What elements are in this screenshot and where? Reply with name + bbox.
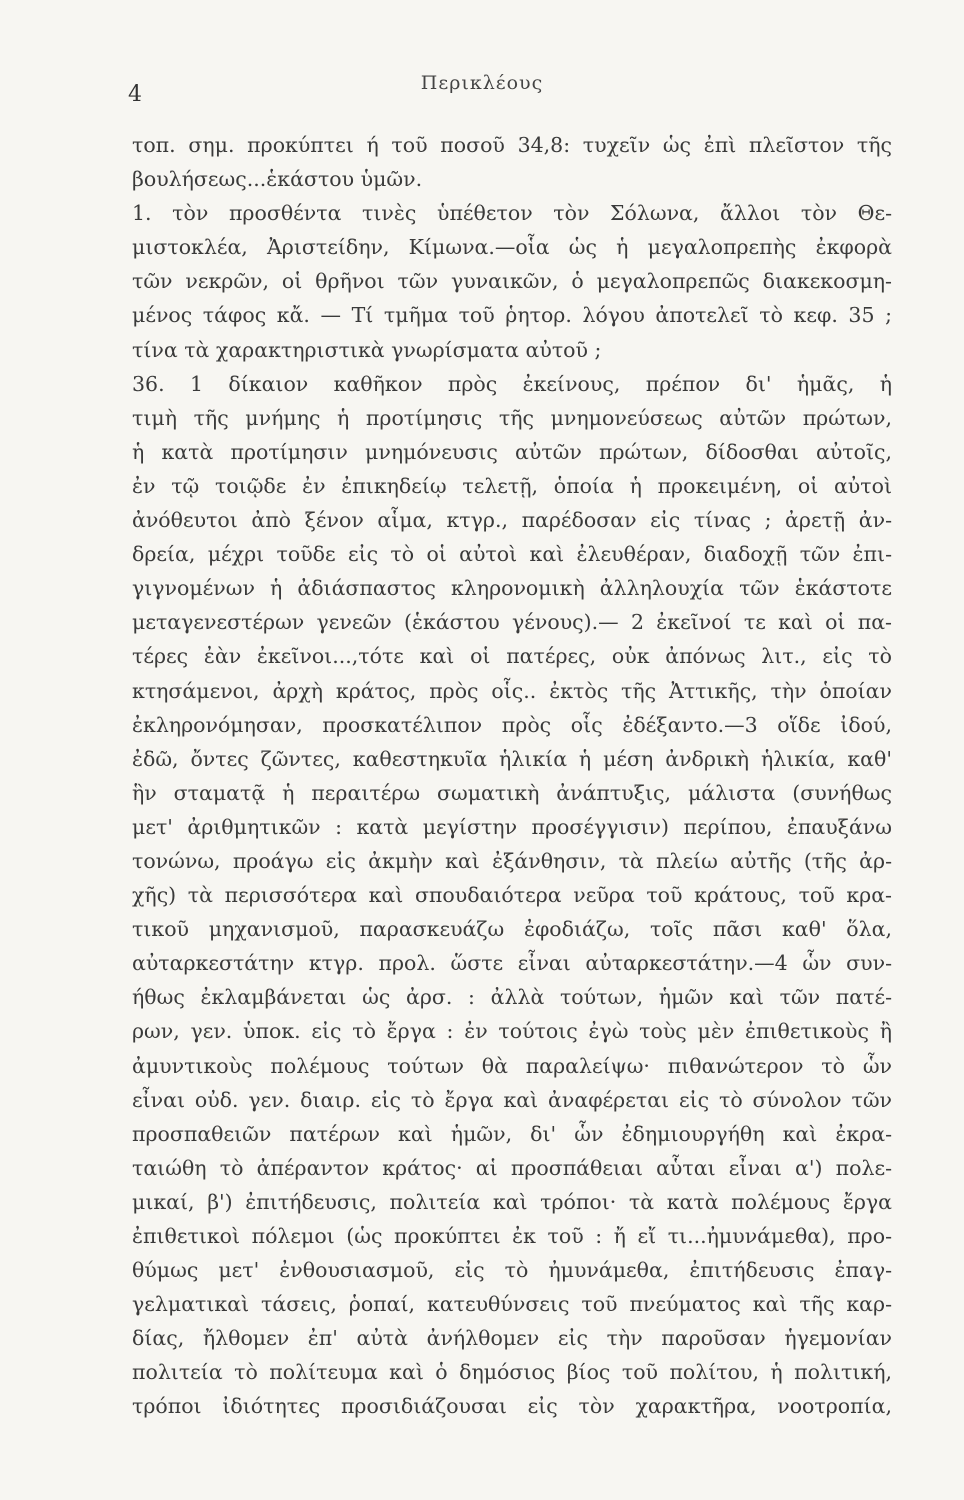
page-number: 4 [128, 82, 142, 107]
text-line: τίνα τὰ χαρακτηριστικὰ γνωρίσματα αὐτοῦ ; [132, 337, 602, 362]
text-line: μεταγενεστέρων γενεῶν (ἑκάστου γένους).— 2 ἐκεῖνοί τε καὶ οἱ πα- [132, 610, 892, 635]
text-line: 1. τὸν προσθέντα τινὲς ὑπέθετον τὸν Σόλωνα, ἄλλοι τὸν Θε- [132, 201, 892, 226]
text-line: γιγνομένων ἡ ἀδιάσπαστος κληρονομικὴ ἀλληλουχία τῶν ἑκάστοτε [132, 576, 892, 601]
text-line: γελματικαὶ τάσεις, ῥοπαί, κατευθύνσεις τοῦ πνεύματος καὶ τῆς καρ- [132, 1292, 892, 1317]
text-line: μιστοκλέα, Ἀριστείδην, Κίμωνα.—οἷα ὡς ἡ μεγαλοπρεπὴς ἐκφορὰ [132, 235, 892, 260]
text-line: πολιτεία τὸ πολίτευμα καὶ ὁ δημόσιος βίος τοῦ πολίτου, ἡ πολιτική, [132, 1360, 892, 1385]
text-line: δίας, ἤλθομεν ἐπ' αὐτὰ ἀνήλθομεν εἰς τὴν παροῦσαν ἡγεμονίαν [132, 1326, 892, 1351]
text-line: προσπαθειῶν πατέρων καὶ ἡμῶν, δι' ὧν ἐδημιουργήθη καὶ ἐκρα- [132, 1121, 892, 1146]
text-line: ἐπιθετικοὶ πόλεμοι (ὡς προκύπτει ἐκ τοῦ : ἤ εἴ τι...ἠμυνάμεθα), προ- [132, 1224, 892, 1248]
text-line: ἡ κατὰ προτίμησιν μνημόνευσις αὐτῶν πρώτων, δίδοσθαι αὐτοῖς, [132, 439, 892, 464]
text-line: τρόποι ἰδιότητες προσιδιάζουσαι εἰς τὸν χαρακτῆρα, νοοτροπία, [132, 1394, 892, 1419]
text-line: μικαί, β') ἐπιτήδευσις, πολιτεία καὶ τρόποι· τὰ κατὰ πολέμους ἔργα [132, 1189, 892, 1214]
text-line: κτησάμενοι, ἀρχὴ κράτος, πρὸς οἷς.. ἐκτὸς τῆς Ἀττικῆς, τὴν ὁποίαν [132, 678, 892, 703]
text-line: μένος τάφος κἄ. — Τί τμῆμα τοῦ ῥητορ. λόγου ἀποτελεῖ τὸ κεφ. 35 ; [132, 303, 892, 328]
text-line: αὐταρκεστάτην κτγρ. προλ. ὥστε εἶναι αὐταρκεστάτην.—4 ὧν συν- [132, 951, 892, 976]
text-line: ρων, γεν. ὑποκ. εἰς τὸ ἔργα : ἐν τούτοις ἐγὼ τοὺς μὲν ἐπιθετικοὺς ἢ [132, 1019, 892, 1044]
text-line: τέρες ἐὰν ἐκεῖνοι...,τότε καὶ οἱ πατέρες, οὐκ ἀπόνως λιτ., εἰς τὸ [132, 644, 892, 669]
text-line: 36. 1 δίκαιον καθῆκον πρὸς ἐκείνους, πρέπον δι' ἡμᾶς, ἡ [132, 371, 892, 396]
text-line: ταιώθη τὸ ἀπέραντον κράτος· αἱ προσπάθειαι αὗται εἶναι α') πολε- [132, 1155, 892, 1180]
text-line: ἐδῶ, ὄντες ζῶντες, καθεστηκυῖα ἡλικία ἡ μέση ἀνδρικὴ ἡλικία, καθ' [132, 746, 892, 771]
text-line: ἐν τῷ τοιῷδε ἐν ἐπικηδείῳ τελετῇ, ὁποία ἡ προκειμένη, οἱ αὐτοὶ [132, 473, 892, 498]
text-line: θύμως μετ' ἐνθουσιασμοῦ, εἰς τὸ ἠμυνάμεθα, ἐπιτήδευσις ἐπαγ- [132, 1258, 892, 1283]
running-title: Περικλέους [420, 72, 544, 94]
text-line: τιμὴ τῆς μνήμης ἡ προτίμησις τῆς μνημονεύσεως αὐτῶν πρώτων, [132, 405, 892, 430]
text-line: τικοῦ μηχανισμοῦ, παρασκευάζω ἐφοδιάζω, τοῖς πᾶσι καθ' ὅλα, [132, 917, 892, 942]
text-line: ἐκληρονόμησαν, προσκατέλιπον πρὸς οἷς ἐδέξαντο.—3 οἵδε ἰδού, [132, 712, 892, 737]
text-line: εἶναι οὐδ. γεν. διαιρ. εἰς τὸ ἔργα καὶ ἀναφέρεται εἰς τὸ σύνολον τῶν [132, 1087, 892, 1112]
text-line: ἣν σταματᾷ ἡ περαιτέρω σωματικὴ ἀνάπτυξις, μάλιστα (συνήθως [132, 780, 892, 805]
commentary-text [132, 128, 892, 1424]
text-line: χῆς) τὰ περισσότερα καὶ σπουδαιότερα νεῦρα τοῦ κράτους, τοῦ κρα- [132, 883, 892, 908]
text-line: ἀμυντικοὺς πολέμους τούτων θὰ παραλείψω· πιθανώτερον τὸ ὧν [132, 1053, 892, 1078]
text-line: βουλήσεως...ἑκάστου ὑμῶν. [132, 167, 423, 192]
text-line: δρεία, μέχρι τοῦδε εἰς τὸ οἱ αὐτοὶ καὶ ἐλευθέραν, διαδοχῇ τῶν ἐπι- [132, 542, 892, 567]
text-line: ἀνόθευτοι ἀπὸ ξένον αἷμα, κτγρ., παρέδοσαν εἰς τίνας ; ἀρετῇ ἀν- [132, 508, 892, 533]
text-line: τῶν νεκρῶν, οἱ θρῆνοι τῶν γυναικῶν, ὁ μεγαλοπρεπῶς διακεκοσμη- [132, 269, 892, 294]
text-line: μετ' ἀριθμητικῶν : κατὰ μεγίστην προσέγγισιν) περίπου, ἐπαυξάνω [132, 814, 892, 839]
text-line: τονώνω, προάγω εἰς ἀκμὴν καὶ ἐξάνθησιν, τὰ πλείω αὐτῆς (τῆς ἀρ- [132, 848, 892, 873]
text-line: ήθως ἐκλαμβάνεται ὡς ἀρσ. : ἀλλὰ τούτων, ἡμῶν καὶ τῶν πατέ- [132, 985, 892, 1010]
text-line: τοπ. σημ. προκύπτει ή τοῦ ποσοῦ 34,8: τυχεῖν ὡς ἐπὶ πλεῖστον τῆς [132, 133, 892, 157]
